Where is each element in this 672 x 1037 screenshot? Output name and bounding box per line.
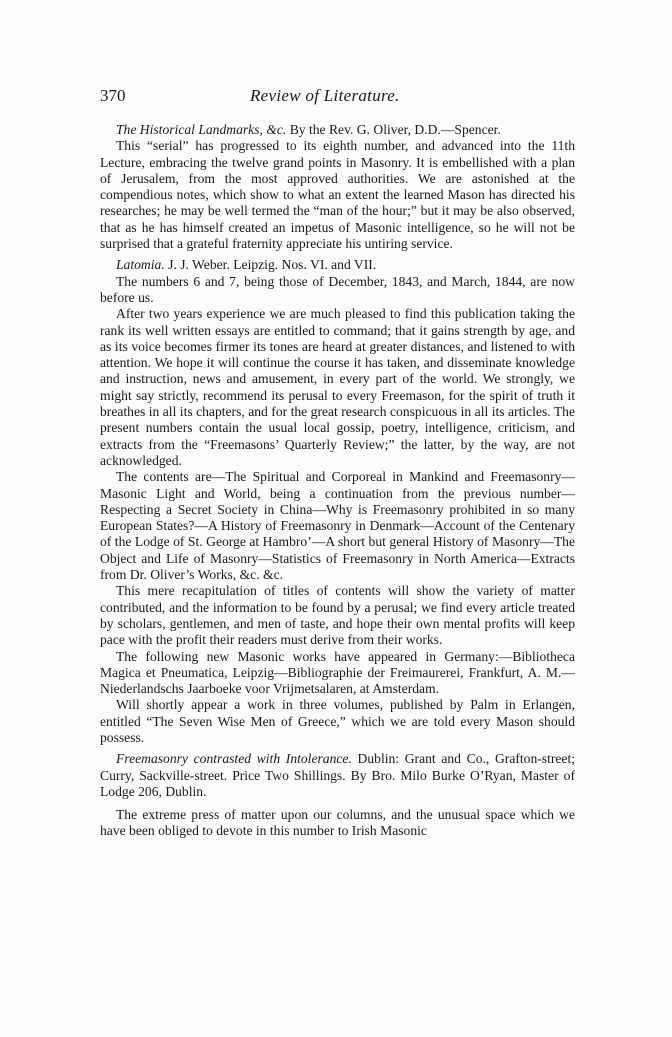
review-entry-heading: [100, 257, 575, 273]
entry-details: By the Rev. G. Oliver, D.D.—Spencer.: [286, 122, 501, 137]
paragraph: The following new Masonic works have appeared in Germany:—Bibliotheca Magica et Pneumatica, Leipzig—Bibliographie der Freimaurerei, Frankfurt, A. M.—Niederlandschs Jaarboeke voor Vrijmetsalaren, at Amsterdam.: [100, 648, 575, 697]
page-body: [100, 122, 575, 840]
entry-title: The Historical Landmarks, &c.: [116, 122, 287, 137]
paragraph: This mere recapitulation of titles of contents will show the variety of matter contributed, and the information to be found by a perusal; we find every article treated by scholars, gentlemen, and men of taste, and hope their own mental profits will keep pace with the profit their readers must derive from their works.: [100, 583, 575, 648]
paragraph: The contents are—The Spiritual and Corporeal in Mankind and Freemasonry—Masonic Light and World, being a continuation from the previous number—Respecting a Secret Society in China—Why is Freemasonry prohibited in so many European States?—A History of Freemasonry in Denmark—Account of the Centenary of the Lodge of St. George at Hambro’—A short but general History of Masonry—The Object and Life of Masonry—Statistics of Freemasonry in North America—Extracts from Dr. Oliver’s Works, &c. &c.: [100, 469, 575, 583]
review-entry-heading: [100, 122, 575, 138]
page-number: 370: [100, 86, 126, 105]
paragraph: The extreme press of matter upon our columns, and the unusual space which we have been obliged to devote in this number to Irish Masonic: [100, 807, 575, 839]
entry-title: Latomia.: [116, 257, 165, 273]
entry-details: Dublin: Grant and Co., Grafton-street; Curry, Sackville-street. Price Two Shillings. By Bro. Milo Burke O’Ryan, Master of Lodge 206, Dublin.: [100, 751, 575, 799]
paragraph: After two years experience we are much pleased to find this publication taking the rank its well written essays are entitled to command; that it gains strength by age, and as its voice becomes firmer its tones are heard at greater distances, and listened to with attention. We hope it will continue the course it has taken, and disseminate knowledge and instruction, news and amusement, in every part of the world. We strongly, we might say strictly, recommend its perusal to every Freemason, for the spirit of truth it breathes in all its chapters, and for the great research conspicuous in all its articles. The present numbers contain the usual local gossip, poetry, intelligence, criticism, and extracts from the “Freemasons’ Quarterly Review;” the latter, by the way, are not acknowledged.: [100, 306, 575, 468]
running-title: Review of Literature.: [250, 86, 400, 105]
paragraph: Will shortly appear a work in three volumes, published by Palm in Erlangen, entitled “The Seven Wise Men of Greece,” which we are told every Mason should possess.: [100, 697, 575, 745]
paragraph: This “serial” has progressed to its eighth number, and advanced into the 11th Lecture, embracing the twelve grand points in Masonry. It is embellished with a plan of Jerusalem, from the most approved authorities. We are astonished at the compendious notes, which show to what an extent the learned Mason has directed his researches; he may be well termed the “man of the hour;” but it may be also observed, that as he has himself created an impetus of Masonic intelligence, so he will not be surprised that a grateful fraternity appreciate his untiring service.: [100, 138, 575, 252]
review-entry-heading: [100, 751, 575, 800]
paragraph: The numbers 6 and 7, being those of December, 1843, and March, 1844, are now before us.: [100, 273, 575, 305]
entry-title: Freemasonry contrasted with Intolerance.: [116, 751, 352, 767]
entry-details: J. J. Weber. Leipzig. Nos. VI. and VII.: [164, 257, 377, 273]
page-header: [100, 86, 580, 110]
